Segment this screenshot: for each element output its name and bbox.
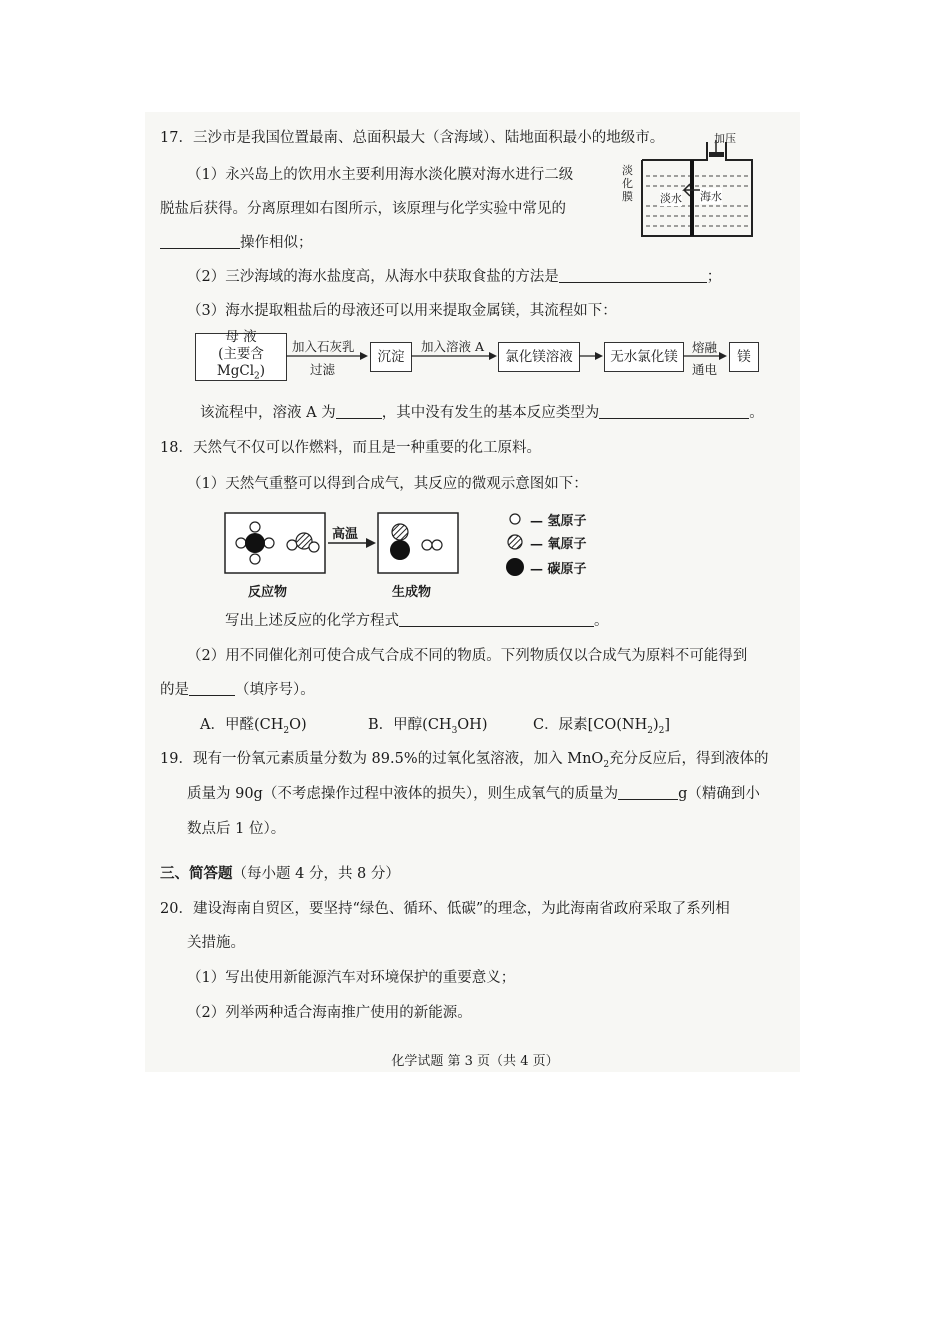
pressure-label: 加压 bbox=[714, 132, 736, 145]
page-footer: 化学试题 第 3 页（共 4 页） bbox=[391, 1054, 559, 1069]
answer-blank-option[interactable] bbox=[189, 680, 235, 696]
legend-oxygen-symbol bbox=[508, 535, 522, 549]
q18-part2-line1: （2）用不同催化剂可使合成气合成不同的物质。下列物质仅以合成气为原料不可能得到 bbox=[187, 648, 748, 664]
legend-hydrogen-symbol bbox=[510, 514, 520, 524]
q17-part2: （2）三沙海域的海水盐度高，从海水中获取食盐的方法是 ； bbox=[187, 269, 722, 285]
q17-conclusion: 该流程中，溶液 A 为 ，其中没有发生的基本反应类型为 。 bbox=[200, 405, 764, 421]
membrane-bar bbox=[690, 160, 694, 236]
option-a: A．甲醛$(CH_2O)$ bbox=[200, 717, 307, 736]
answer-blank-oxygen-mass[interactable] bbox=[618, 784, 678, 800]
legend-carbon: — 碳原子 bbox=[530, 562, 587, 577]
membrane-diagram bbox=[620, 130, 755, 242]
legend-hydrogen: — 氢原子 bbox=[530, 514, 587, 529]
condition-label: 高温 bbox=[332, 527, 359, 542]
q17-part1-line1: （1）永兴岛上的饮用水主要利用海水淡化膜对海水进行二级 bbox=[187, 167, 574, 183]
q17-part1-line2: 脱盐后获得。分离原理如右图所示，该原理与化学实验中常见的 bbox=[160, 201, 566, 217]
answer-blank-salt-method[interactable] bbox=[559, 267, 707, 283]
q19-line2: 质量为 90g（不考虑操作过程中液体的损失），则生成氧气的质量为 g（精确到小 bbox=[187, 786, 760, 802]
q17-stem: 17．三沙市是我国位置最南、总面积最大（含海域）、陆地面积最小的地级市。 bbox=[160, 130, 665, 146]
section3-heading: 三、简答题（每小题 4 分，共 8 分） bbox=[160, 865, 400, 882]
flow-step3-top: 熔融 bbox=[692, 340, 718, 355]
legend-carbon-symbol bbox=[506, 558, 524, 576]
q17-part3: （3）海水提取粗盐后的母液还可以用来提取金属镁，其流程如下： bbox=[187, 303, 617, 319]
legend-oxygen: — 氧原子 bbox=[530, 537, 587, 552]
flow-arrow-3 bbox=[579, 350, 605, 362]
flow-step3-bottom: 通电 bbox=[692, 362, 718, 377]
answer-blank-operation[interactable] bbox=[160, 233, 240, 249]
flow-arrow-4 bbox=[683, 350, 729, 362]
q17-part1-line3: 操作相似； bbox=[160, 233, 313, 253]
carbon-atom bbox=[245, 533, 265, 553]
flow-anhydrous-mgcl2: 无水氯化镁 bbox=[604, 342, 684, 372]
q18-part2-line2: 的是 （填序号）。 bbox=[160, 682, 315, 698]
q20-part2: （2）列举两种适合海南推广使用的新能源。 bbox=[187, 1005, 472, 1021]
q20-line1: 20．建设海南自贸区，要坚持“绿色、循环、低碳”的理念，为此海南省政府采取了系列相 bbox=[160, 901, 730, 917]
flow-step1-bottom: 过滤 bbox=[310, 362, 336, 377]
flow-arrow-2 bbox=[411, 350, 499, 362]
reactants-label: 反应物 bbox=[248, 585, 288, 600]
answer-blank-equation[interactable] bbox=[399, 611, 594, 627]
reaction-micro-diagram bbox=[220, 505, 610, 605]
option-c: C．尿素$[CO(NH_2)_2]$ bbox=[533, 717, 671, 736]
q18-equation-prompt: 写出上述反应的化学方程式 。 bbox=[225, 613, 609, 629]
flow-step1-top: 加入石灰乳 bbox=[292, 339, 355, 354]
flow-step2-top: 加入溶液 A bbox=[421, 339, 485, 354]
q18-stem: 18．天然气不仅可以作燃料，而且是一种重要的化工原料。 bbox=[160, 440, 541, 456]
fresh-water-label: 淡水 bbox=[660, 192, 682, 205]
q20-part1: （1）写出使用新能源汽车对环境保护的重要意义； bbox=[187, 970, 516, 986]
q19-line1: 19．现有一份氧元素质量分数为 89.5%的过氧化氢溶液，加入 MnO$_2$充分反应后，得到液体的 bbox=[160, 751, 769, 770]
flow-mother-liquor: 母 液 (主要含MgCl$_2$) bbox=[195, 333, 287, 381]
answer-blank-solution-a[interactable] bbox=[336, 403, 382, 419]
q18-part1: （1）天然气重整可以得到合成气，其反应的微观示意图如下： bbox=[187, 476, 588, 492]
q20-line2: 关措施。 bbox=[187, 935, 245, 951]
flow-precipitate: 沉淀 bbox=[370, 342, 412, 372]
membrane-label: 淡 化 膜 bbox=[622, 164, 633, 203]
sea-water-label: 海水 bbox=[700, 190, 722, 203]
flow-magnesium: 镁 bbox=[729, 342, 759, 372]
q19-line3: 数点后 1 位）。 bbox=[187, 821, 286, 837]
products-box bbox=[378, 513, 458, 573]
flow-mgcl2-solution: 氯化镁溶液 bbox=[498, 342, 580, 372]
option-b: B．甲醇$(CH_3OH)$ bbox=[368, 717, 488, 736]
answer-blank-reaction-type[interactable] bbox=[599, 403, 749, 419]
products-label: 生成物 bbox=[392, 585, 432, 600]
membrane-diagram-svg bbox=[620, 130, 755, 242]
flow-arrow-1 bbox=[286, 350, 370, 362]
